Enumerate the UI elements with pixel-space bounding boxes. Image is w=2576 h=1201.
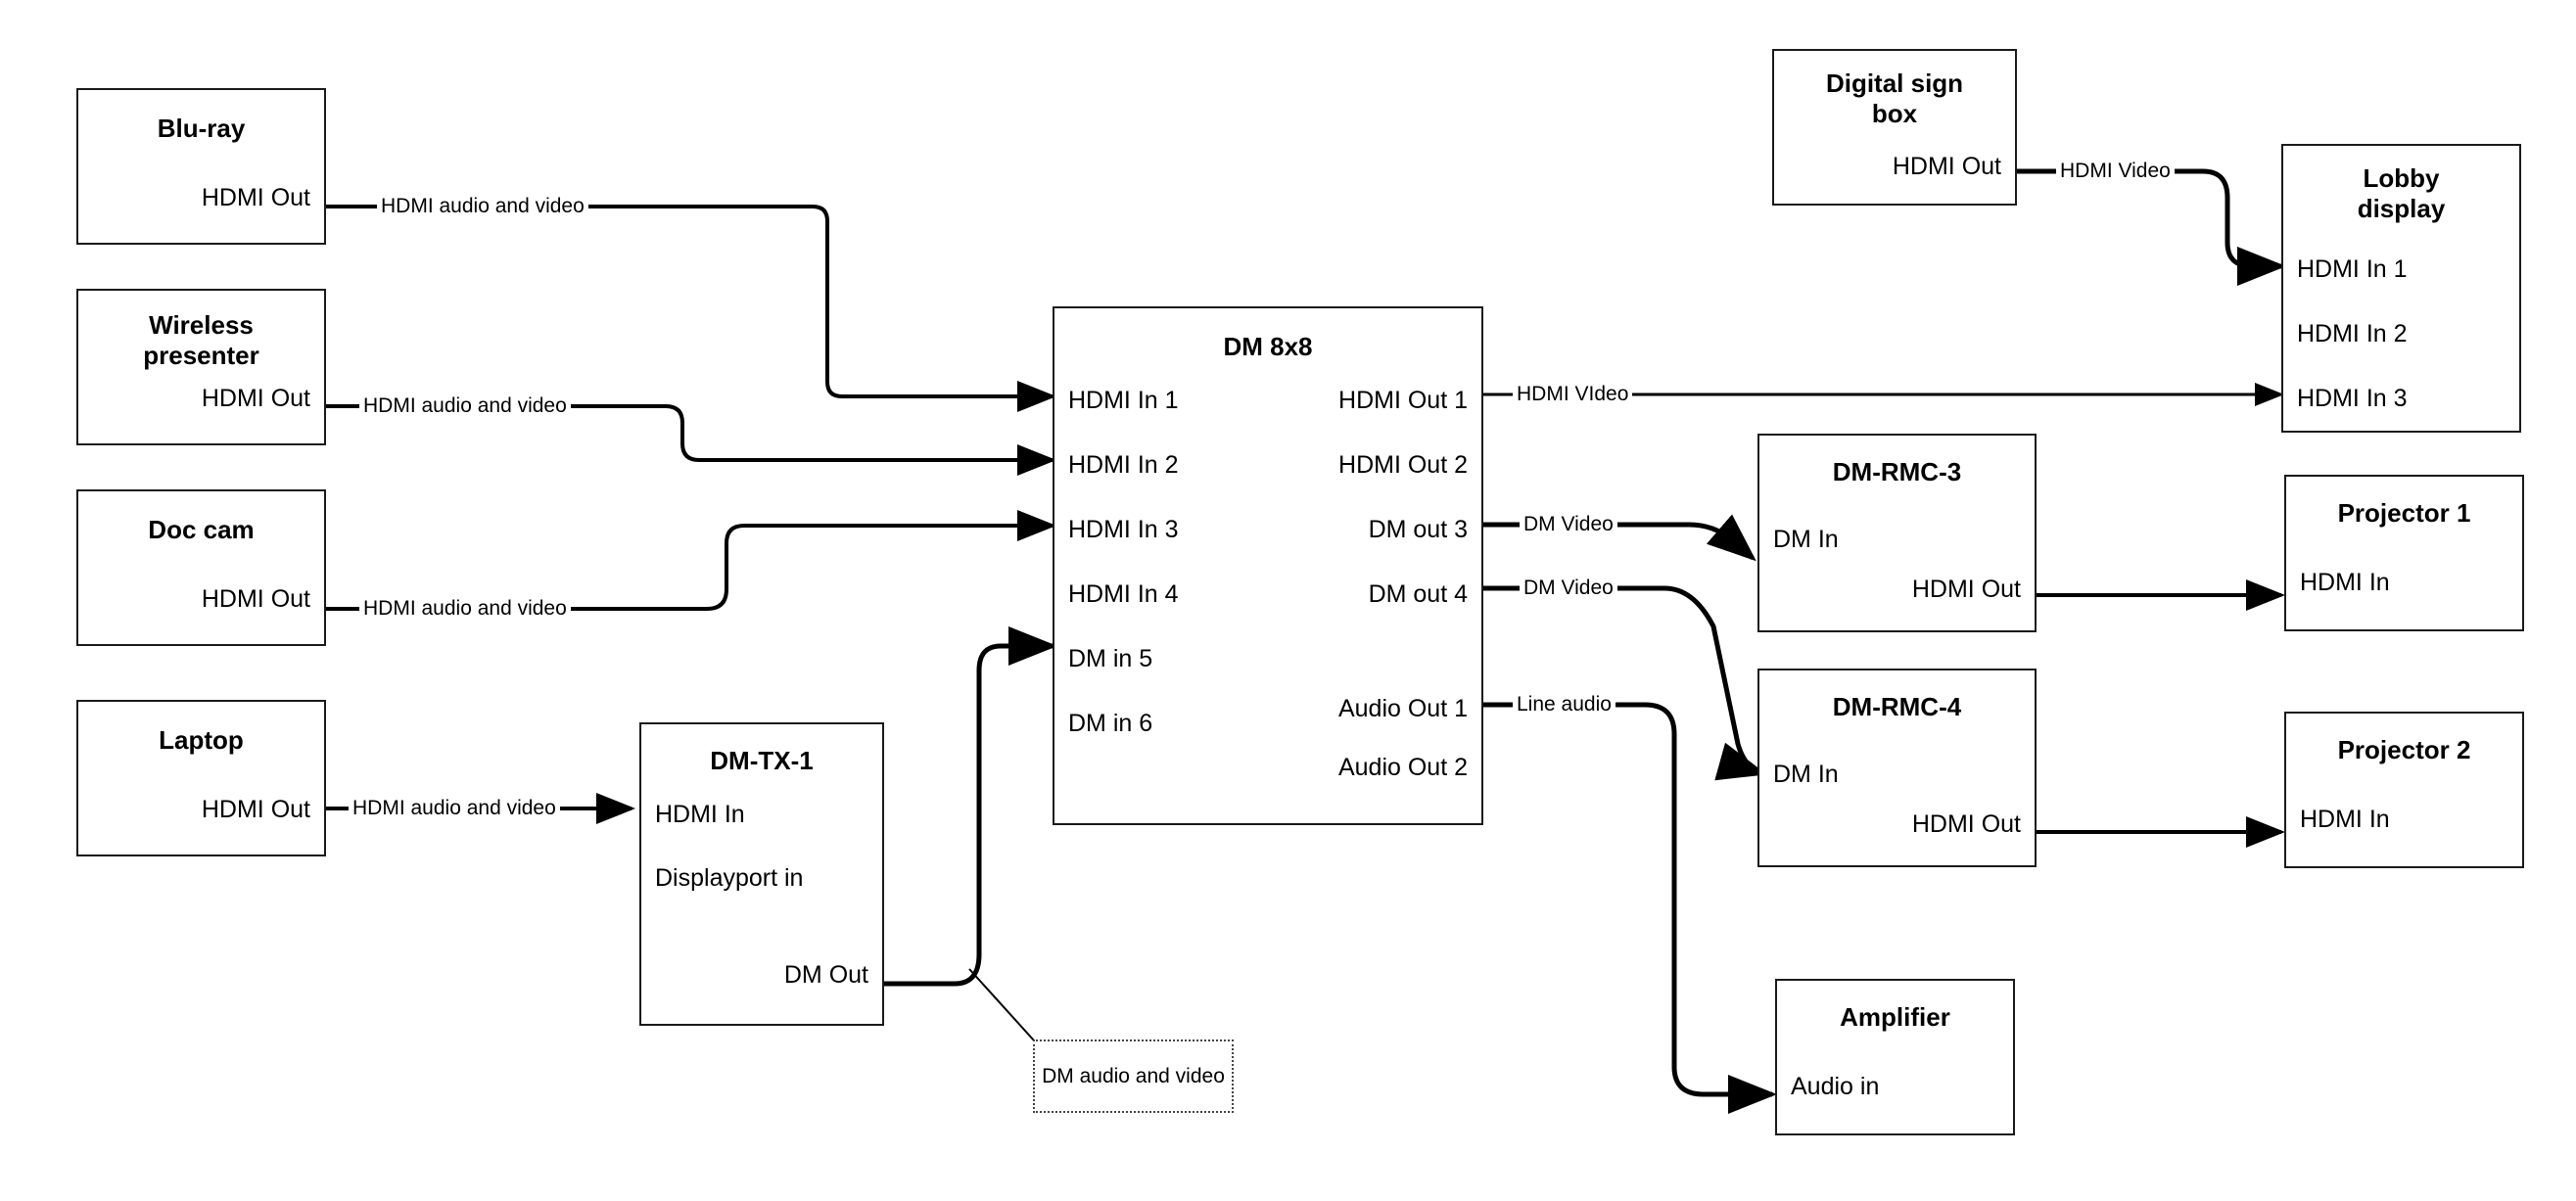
node-dm-rmc-4-title: DM-RMC-4 <box>1832 692 1962 721</box>
node-dm-tx-1-port-hdmi-in: HDMI In <box>655 801 745 828</box>
node-dm-rmc-3-title: DM-RMC-3 <box>1832 457 1962 486</box>
node-dm-tx-1-port-displayport-in: Displayport in <box>655 864 804 892</box>
node-laptop-port-hdmi-out: HDMI Out <box>201 796 310 823</box>
node-doc-cam[interactable] <box>76 489 326 646</box>
node-wireless-presenter[interactable] <box>76 289 326 445</box>
node-bluray[interactable] <box>76 88 326 245</box>
edge-label-doccam-to-dm: HDMI audio and video <box>359 597 571 621</box>
node-dm-rmc-3[interactable] <box>1757 434 2037 632</box>
node-projector-2-port-hdmi-in: HDMI In <box>2300 806 2390 833</box>
edge-label-signbox-to-lobby: HDMI Video <box>2056 160 2175 183</box>
node-doc-cam-title: Doc cam <box>148 515 255 544</box>
node-lobby-display-port-hdmi-in-1: HDMI In 1 <box>2297 255 2408 283</box>
edge-label-dmout3-to-rmc3: DM Video <box>1520 513 1617 536</box>
node-dm-rmc-4-port-dm-in: DM In <box>1773 761 1839 788</box>
node-amplifier-port-audio-in: Audio in <box>1791 1073 1880 1100</box>
node-lobby-display-title: Lobby display <box>2357 163 2446 223</box>
node-dm-tx-1-port-dm-out: DM Out <box>783 961 868 989</box>
edge-label-laptop-to-tx: HDMI audio and video <box>349 797 560 820</box>
node-wireless-presenter-port-hdmi-out: HDMI Out <box>201 385 310 412</box>
node-lobby-display-port-hdmi-in-2: HDMI In 2 <box>2297 320 2408 347</box>
node-dm-rmc-4-port-hdmi-out: HDMI Out <box>1911 810 2021 838</box>
edge-label-audioout1-to-amp: Line audio <box>1513 693 1616 716</box>
node-projector-1[interactable] <box>2284 475 2524 631</box>
node-dm-8x8-output-audio-out-1: Audio Out 1 <box>1337 695 1468 722</box>
edge-label-bluray-to-dm: HDMI audio and video <box>377 195 588 218</box>
node-projector-1-title: Projector 1 <box>2337 498 2471 528</box>
node-laptop[interactable] <box>76 700 326 856</box>
node-digital-sign-box-title: Digital sign box <box>1825 69 1964 128</box>
node-dm-8x8-input-hdmi-in-3: HDMI In 3 <box>1068 516 1179 543</box>
node-dm-8x8-output-audio-out-2: Audio Out 2 <box>1337 754 1468 781</box>
node-dm-tx-1[interactable] <box>639 722 884 1026</box>
node-projector-2-title: Projector 2 <box>2337 735 2471 764</box>
node-dm-8x8-input-hdmi-in-1: HDMI In 1 <box>1068 387 1179 414</box>
node-lobby-display-port-hdmi-in-3: HDMI In 3 <box>2297 385 2408 412</box>
node-projector-2[interactable] <box>2284 712 2524 868</box>
node-digital-sign-box-port-hdmi-out: HDMI Out <box>1892 153 2001 180</box>
edge-label-wireless-to-dm: HDMI audio and video <box>359 394 571 418</box>
node-amplifier[interactable] <box>1775 979 2015 1135</box>
node-dm-8x8-output-hdmi-out-2: HDMI Out 2 <box>1338 451 1468 479</box>
node-lobby-display[interactable] <box>2281 144 2521 433</box>
note-dm-audio-and-video-text: DM audio and video <box>1042 1065 1225 1087</box>
node-dm-8x8-output-dm-out-3: DM out 3 <box>1368 516 1468 543</box>
node-amplifier-title: Amplifier <box>1840 1002 1950 1032</box>
node-dm-rmc-3-port-hdmi-out: HDMI Out <box>1911 576 2021 603</box>
edge-label-dmout4-to-rmc4: DM Video <box>1520 577 1617 600</box>
node-dm-8x8[interactable] <box>1053 306 1483 825</box>
edge-label-hdmiout1-to-lobby: HDMI VIdeo <box>1513 383 1632 406</box>
node-projector-1-port-hdmi-in: HDMI In <box>2300 569 2390 596</box>
node-laptop-title: Laptop <box>159 725 244 755</box>
node-dm-rmc-3-port-dm-in: DM In <box>1773 526 1839 553</box>
node-dm-8x8-input-hdmi-in-4: HDMI In 4 <box>1068 580 1179 608</box>
node-dm-8x8-output-dm-out-4: DM out 4 <box>1368 580 1468 608</box>
node-bluray-title: Blu-ray <box>157 114 246 143</box>
node-wireless-presenter-title: Wireless presenter <box>143 310 259 370</box>
node-dm-8x8-input-dm-in-6: DM in 6 <box>1068 710 1153 737</box>
node-dm-8x8-input-dm-in-5: DM in 5 <box>1068 645 1153 672</box>
node-bluray-port-hdmi-out: HDMI Out <box>201 184 310 211</box>
node-dm-tx-1-title: DM-TX-1 <box>710 746 814 775</box>
node-dm-8x8-input-hdmi-in-2: HDMI In 2 <box>1068 451 1179 479</box>
node-dm-8x8-title: DM 8x8 <box>1223 332 1313 361</box>
node-dm-rmc-4[interactable] <box>1757 669 2037 867</box>
node-digital-sign-box[interactable] <box>1772 49 2017 206</box>
node-doc-cam-port-hdmi-out: HDMI Out <box>201 585 310 613</box>
note-dm-audio-and-video <box>1033 1039 1234 1113</box>
node-dm-8x8-output-hdmi-out-1: HDMI Out 1 <box>1338 387 1468 414</box>
